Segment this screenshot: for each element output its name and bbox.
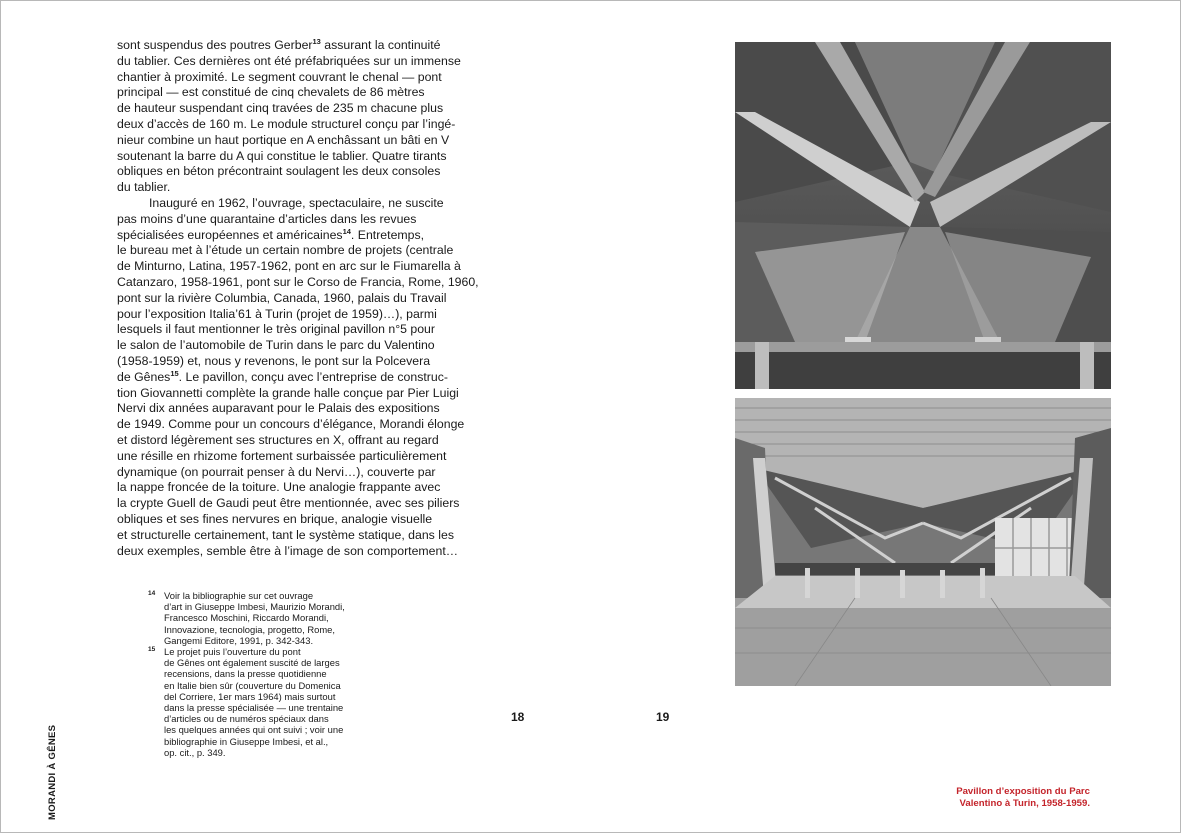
- text-line: [117, 243, 454, 259]
- footnote-line: d’articles ou de numéros spéciaux dans: [164, 713, 329, 725]
- text-line: [117, 307, 447, 323]
- text-run: assurant la continuité: [320, 38, 441, 52]
- text-run: le bureau met à l’étude un certain nombre de projets (centrale: [117, 243, 454, 258]
- text-run: et distord légèrement ses structures en X, offrant au regard: [117, 432, 439, 447]
- text-run: . Le pavillon, conçu avec l’entreprise de construc-: [178, 369, 448, 384]
- text-line: [117, 449, 447, 465]
- text-line: [117, 196, 447, 212]
- text-line: [117, 465, 447, 481]
- footnote-line: Francesco Moschini, Riccardo Morandi,: [164, 612, 329, 624]
- body-text: [117, 37, 479, 559]
- footnote-line: Le projet puis l’ouverture du pont: [164, 646, 301, 658]
- text-run: . Entretemps,: [350, 227, 425, 242]
- text-run: lesquels il faut mentionner le très original pavillon n°5 pour: [117, 322, 435, 337]
- caption-line-1: Pavillon d’exposition du Parc: [956, 786, 1090, 797]
- text-run: le salon de l’automobile de Turin dans le parc du Valentino: [117, 338, 435, 353]
- text-line: [117, 385, 459, 402]
- text-run: de hauteur suspendant cinq travées de 235 m chacune plus: [117, 101, 444, 116]
- text-line: [117, 354, 447, 370]
- text-run: la crypte Guell de Gaudi peut être mentionnée, avec ses piliers: [117, 496, 460, 511]
- text-run: Nervi dix années auparavant pour le Palais des expositions: [117, 401, 440, 416]
- text-line: [117, 401, 447, 417]
- text-line: [117, 212, 447, 228]
- footnote-number: 14: [148, 590, 156, 597]
- running-title: MORANDI À GÊNES: [47, 724, 58, 820]
- footnote-line: d’art in Giuseppe Imbesi, Maurizio Morandi,: [164, 601, 345, 613]
- photo-pavilion-interior: [735, 398, 1111, 686]
- text-line: [117, 433, 447, 449]
- text-line: [117, 322, 447, 338]
- folio-right: 19: [656, 710, 670, 724]
- footnote-line: de Gênes ont également suscité de larges: [164, 657, 340, 669]
- text-run: dynamique (on pourrait penser à du Nervi…), couverte par: [117, 464, 436, 479]
- text-line: [117, 274, 479, 291]
- footnote-ref[interactable]: 14: [342, 226, 351, 236]
- text-run: nieur combine un haut portique en A enchâssant un bâti en V: [117, 132, 450, 147]
- paragraph: [117, 37, 461, 196]
- footnote-line: Voir la bibliographie sur cet ouvrage: [164, 590, 314, 601]
- text-line: [117, 101, 447, 117]
- text-line: [117, 180, 447, 196]
- text-run: du tablier.: [117, 180, 171, 195]
- text-line: [117, 512, 447, 528]
- paragraph: [117, 195, 479, 559]
- text-run: de Gênes: [117, 369, 171, 384]
- text-run: soutenant la barre du A qui constitue le tablier. Quatre tirants: [117, 148, 447, 163]
- text-line: [117, 338, 447, 354]
- footnote-line: op. cit., p. 349.: [164, 746, 226, 758]
- footnote-line: les quelques années qui ont suivi ; voir une: [164, 724, 344, 736]
- footnote-line: del Corriere, 1er mars 1964) mais surtout: [164, 690, 336, 702]
- text-run: de 1949. Comme pour un concours d’élégance, Morandi élonge: [117, 417, 465, 432]
- text-run: Catanzaro, 1958-1961, pont sur le Corso de Francia, Rome, 1960,: [117, 274, 479, 289]
- text-run: pour l’exposition Italia’61 à Turin (projet de 1959)…), parmi: [117, 306, 437, 321]
- text-line: [117, 132, 450, 149]
- text-run: sont suspendus des poutres Gerber: [117, 38, 313, 52]
- footnote-line: Innovazione, tecnologia, progetto, Rome,: [164, 623, 335, 635]
- photo-pavilion-roof-detail: [735, 42, 1111, 389]
- caption-line-2: Valentino à Turin, 1958-1959.: [959, 798, 1090, 809]
- text-line: [117, 149, 447, 165]
- text-run: pas moins d’une quarantaine d’articles dans les revues: [117, 211, 417, 226]
- text-line: [117, 38, 447, 54]
- text-line: [117, 164, 447, 180]
- text-run: spécialisées européennes et américaines: [117, 227, 343, 242]
- text-run: obliques et ses fines nervures en brique, analogie visuelle: [117, 511, 433, 526]
- text-line: [117, 527, 454, 544]
- text-line: [117, 70, 447, 86]
- footnote-ref[interactable]: 13: [312, 37, 321, 46]
- text-line: [117, 116, 456, 133]
- text-run: tion Giovannetti complète la grande halle conçue par Pier Luigi: [117, 385, 459, 400]
- footnote-ref[interactable]: 15: [170, 368, 179, 378]
- footnotes: [148, 590, 378, 758]
- text-line: [117, 228, 447, 244]
- text-run: du tablier. Ces dernières ont été préfabriquées sur un immense: [117, 53, 461, 68]
- text-run: chantier à proximité. Le segment couvrant le chenal — pont: [117, 69, 442, 84]
- text-run: de Minturno, Latina, 1957-1962, pont en arc sur le Fiumarella à: [117, 259, 461, 274]
- footnote-line: en Italie bien sûr (couverture du Domenica: [164, 679, 341, 691]
- footnote-line: bibliographie in Giuseppe Imbesi, et al.,: [164, 735, 329, 747]
- text-line: [117, 543, 459, 560]
- text-line: [117, 259, 461, 275]
- folio-left: 18: [511, 710, 525, 724]
- text-run: deux exemples, semble être à l’image de son comportement…: [117, 543, 459, 558]
- footnote-15: [148, 646, 378, 758]
- footnote-number: 15: [148, 646, 156, 654]
- text-line: [117, 417, 465, 433]
- footnote-line: recensions, dans la presse quotidienne: [164, 668, 327, 680]
- text-run: et structurelle certainement, tant le système statique, dans les: [117, 527, 454, 542]
- text-line: [117, 496, 460, 512]
- text-line: [117, 291, 447, 307]
- footnote-line: Gangemi Editore, 1991, p. 342-343.: [164, 634, 314, 646]
- footnote-line: dans la presse spécialisée — une trentaine: [164, 702, 344, 714]
- text-run: Inauguré en 1962, l’ouvrage, spectaculaire, ne suscite: [149, 195, 444, 210]
- text-run: pont sur la rivière Columbia, Canada, 1960, palais du Travail: [117, 290, 447, 305]
- text-line: [117, 370, 447, 386]
- text-run: deux d’accès de 160 m. Le module structurel conçu par l’ingé-: [117, 116, 456, 131]
- text-run: une résille en rhizome fortement surbaissée particulièrement: [117, 448, 447, 463]
- photo-caption: [940, 786, 1090, 810]
- footnote-14: [148, 590, 378, 646]
- text-line: [117, 480, 447, 496]
- text-run: obliques en béton précontraint soulagent les deux consoles: [117, 164, 441, 179]
- text-line: [117, 53, 461, 70]
- text-run: (1958-1959) et, nous y revenons, le pont sur la Polcevera: [117, 353, 431, 368]
- text-run: la nappe froncée de la toiture. Une analogie frappante avec: [117, 480, 441, 495]
- text-line: [117, 85, 447, 101]
- text-run: principal — est constitué de cinq chevalets de 86 mètres: [117, 85, 425, 100]
